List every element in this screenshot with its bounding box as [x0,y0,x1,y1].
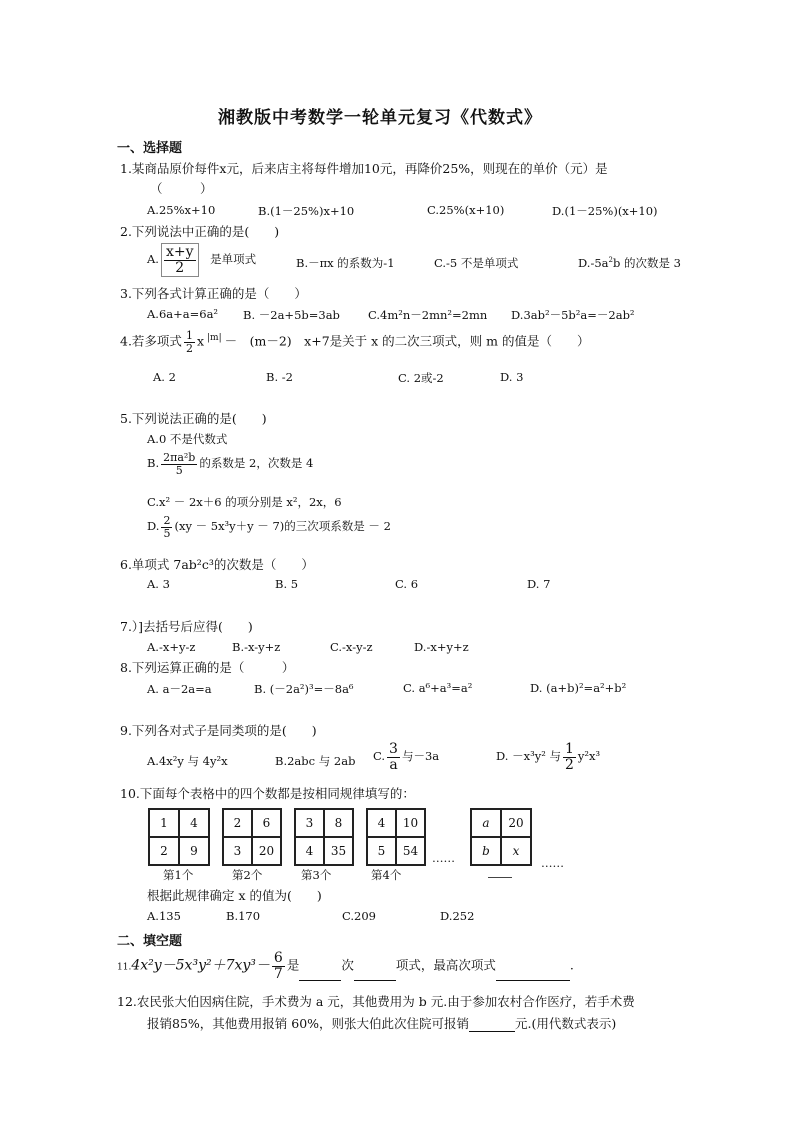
q5-option-d: D. $\frac{2}{5}$ (xy － 5x³y＋y － 7)的三次项系数是 － 2 [147,514,391,540]
q10-option-a: A.135 [147,909,181,923]
q4-num: 1 [185,329,193,342]
q10-after: 根据此规律确定 x 的值为( ) [147,888,322,903]
q5-d-post: (xy － 5x³y＋y － 7)的三次项系数是 － 2 [174,519,391,534]
q2-stem: 2.下列说法中正确的是( ) [120,224,280,239]
q10-label-1: 第1个 [163,868,194,882]
q2-a-fraction [161,243,199,277]
q9-c-fraction [387,742,400,772]
q11-t2: 次 [341,957,354,973]
q3-option-d: D.3ab²－5b²a=－2ab² [511,308,635,322]
q10-label-2: 第2个 [232,868,263,882]
q4-option-b: B. -2 [266,370,293,384]
q1-option-c: C.25%(x+10) [427,203,505,217]
q9-d-post: y²x³ [577,749,601,764]
q10-label-n-line [488,877,512,878]
grid-cell: 54 [396,837,425,865]
grid-cell: 2 [149,837,179,865]
q7-option-c: C.-x-y-z [330,640,373,654]
q3-option-a: A.6a+a=6a² [147,307,219,321]
q10-dots-1: …… [432,851,455,865]
grid-cell: b [471,837,501,865]
q4-den: 2 [185,341,193,355]
q11-fnum: 6 [273,950,283,966]
q11-t1: 是 [286,957,300,973]
q11-expr: 4x²y－5x³y²＋7xy³－ [131,957,270,974]
q9-c-pre: C. [373,749,386,764]
q5-b-num: 2πa²b [163,451,196,464]
q2-option-a [147,243,256,277]
q2-a-num: x+y [165,244,194,260]
q10-label-3: 第3个 [301,868,332,882]
grid-cell: 5 [367,837,396,865]
grid-cell: 20 [252,837,281,865]
q2-d-pre: D.-5a [578,256,609,270]
q4-fraction [184,330,195,354]
q6-option-c: C. 6 [395,577,419,591]
q4-option-d: D. 3 [500,370,524,384]
q1-stem: 1.某商品原价每件x元，后来店主将每件增加10元，再降价25%，则现在的单价（元）是 [120,161,608,176]
q5-option-c: C.x² － 2x＋6 的项分别是 x²，2x，6 [147,495,342,509]
q5-d-fraction [161,515,172,539]
q9-option-a: A.4x²y 与 4y²x [147,754,228,768]
q10-option-c: C.209 [342,909,376,923]
section-choice: 一、选择题 [117,141,183,156]
q8-option-a: A. a－2a=a [147,682,212,696]
q9-c-num: 3 [389,741,398,757]
q11-line [117,951,574,981]
q4-option-c: C. 2或-2 [398,371,444,385]
q11-t4: . [569,957,574,973]
q3-option-b: B. －2a+5b=3ab [243,308,340,322]
q3-option-c: C.4m²n－2mn²=2mn [368,308,488,322]
q11-blank-1[interactable] [299,980,341,981]
q1-option-d: D.(1－25%)(x+10) [552,204,658,218]
grid-cell: 3 [223,837,252,865]
grid-cell: x [501,837,531,865]
grid-cell: 4 [179,809,209,837]
q9-d-num: 1 [564,741,574,757]
grid-cell: a [471,809,501,837]
q4-option-a: A. 2 [153,370,176,384]
q4-post: － (m－2) x+7是关于 x 的二次三项式，则 m 的值是（ ） [224,333,590,349]
q10-grid-4 [366,808,426,866]
q10-option-d: D.252 [440,909,475,923]
grid-cell: 8 [324,809,353,837]
q12-line-1: 12.农民张大伯因病住院，手术费为 a 元，其他费用为 b 元.由于参加农村合作医疗，若手术费 [117,994,635,1009]
q9-d-pre: D. －x³y² 与 [496,749,561,764]
q9-c-den: a [389,756,398,773]
q10-grid-3 [294,808,354,866]
q6-stem: 6.单项式 7ab²c³的次数是（ ） [120,557,314,572]
q9-d-den: 2 [564,756,574,773]
q5-b-den: 5 [175,463,183,477]
q2-option-b: B.－πx 的系数为-1 [296,256,395,270]
q8-option-d: D. (a+b)²=a²+b² [530,681,627,695]
q5-d-den: 5 [163,526,171,540]
q7-option-a: A.-x+y-z [147,640,196,654]
grid-cell: 4 [367,809,396,837]
q9-option-b: B.2abc 与 2ab [275,754,356,768]
q8-stem: 8.下列运算正确的是（ ） [120,660,295,675]
q10-option-b: B.170 [226,909,261,923]
q4-abs: |m| [207,333,222,344]
q2-a-prefix: A. [147,252,159,267]
q10-stem: 10.下面每个表格中的四个数都是按相同规律填写的： [120,786,415,801]
q7-option-d: D.-x+y+z [414,640,469,654]
q8-option-c: C. a⁶+a³=a² [403,681,473,695]
q7-stem: 7.）]去括号后应得( ) [120,619,253,634]
q11-fden: 7 [273,965,283,982]
q5-stem: 5.下列说法正确的是( ) [120,411,267,426]
q10-dots-2: …… [541,856,564,870]
q2-d-sup: 2 [608,256,613,265]
q2-d-post: b 的次数是 3 [613,256,681,270]
q10-grid-2 [222,808,282,866]
page-title: 湘教版中考数学一轮单元复习《代数式》 [218,108,542,128]
grid-cell: 6 [252,809,281,837]
q5-b-post: 的系数是 2，次数是 4 [199,456,314,471]
q5-option-a: A.0 不是代数式 [147,432,228,446]
grid-cell: 4 [295,837,324,865]
section-fill: 二、填空题 [117,934,183,949]
q6-option-b: B. 5 [275,577,299,591]
q5-option-b: B. $\frac{\text{2πa²b}}{5}$ 的系数是 2，次数是 4 [147,451,314,477]
q12-l2b: 元.(用代数式表示) [515,1016,617,1031]
grid-cell: 9 [179,837,209,865]
q4-stem [120,330,589,354]
q2-option-d [578,255,681,271]
q4-mid: x [196,333,204,349]
q9-d-fraction [563,742,576,772]
q9-c-post: 与－3a [401,749,440,764]
q1-option-b: B.(1－25%)x+10 [258,204,355,218]
q12-blank[interactable] [469,1031,515,1032]
q10-grid-1 [148,808,210,866]
q8-option-b: B. (－2a²)³=－8a⁶ [254,682,354,696]
q12-line-2 [147,1014,616,1032]
q3-stem: 3.下列各式计算正确的是（ ） [120,286,307,301]
q5-d-num: 2 [163,514,171,527]
q1-paren: （ ） [150,181,213,196]
q4-pre: 4.若多项式 [120,333,182,349]
q2-option-c: C.-5 不是单项式 [434,256,519,270]
q12-l2a: 报销85%，其他费用报销 60%，则张大伯此次住院可报销 [147,1016,470,1031]
grid-cell: 3 [295,809,324,837]
q11-blank-2[interactable] [354,980,396,981]
q9-option-c [373,742,439,772]
q5-b-fraction [161,452,197,476]
q6-option-d: D. 7 [527,577,551,591]
q11-blank-3[interactable] [496,980,570,981]
q10-grid-n [470,808,532,866]
grid-cell: 35 [324,837,353,865]
grid-cell: 10 [396,809,425,837]
q10-label-4: 第4个 [371,868,402,882]
q11-t3: 项式，最高次项式 [395,957,496,973]
q9-option-d [496,742,600,772]
q7-option-b: B.-x-y+z [232,640,281,654]
grid-cell: 1 [149,809,179,837]
grid-cell: 2 [223,809,252,837]
q11-num: 11. [117,962,132,973]
q1-option-a: A.25%x+10 [147,203,216,217]
q6-option-a: A. 3 [147,577,170,591]
q2-a-den: 2 [175,259,185,276]
q2-a-post: 是单项式 [210,252,257,267]
q11-fraction [272,951,285,981]
q9-stem: 9.下列各对式子是同类项的是( ) [120,723,317,738]
grid-cell: 20 [501,809,531,837]
